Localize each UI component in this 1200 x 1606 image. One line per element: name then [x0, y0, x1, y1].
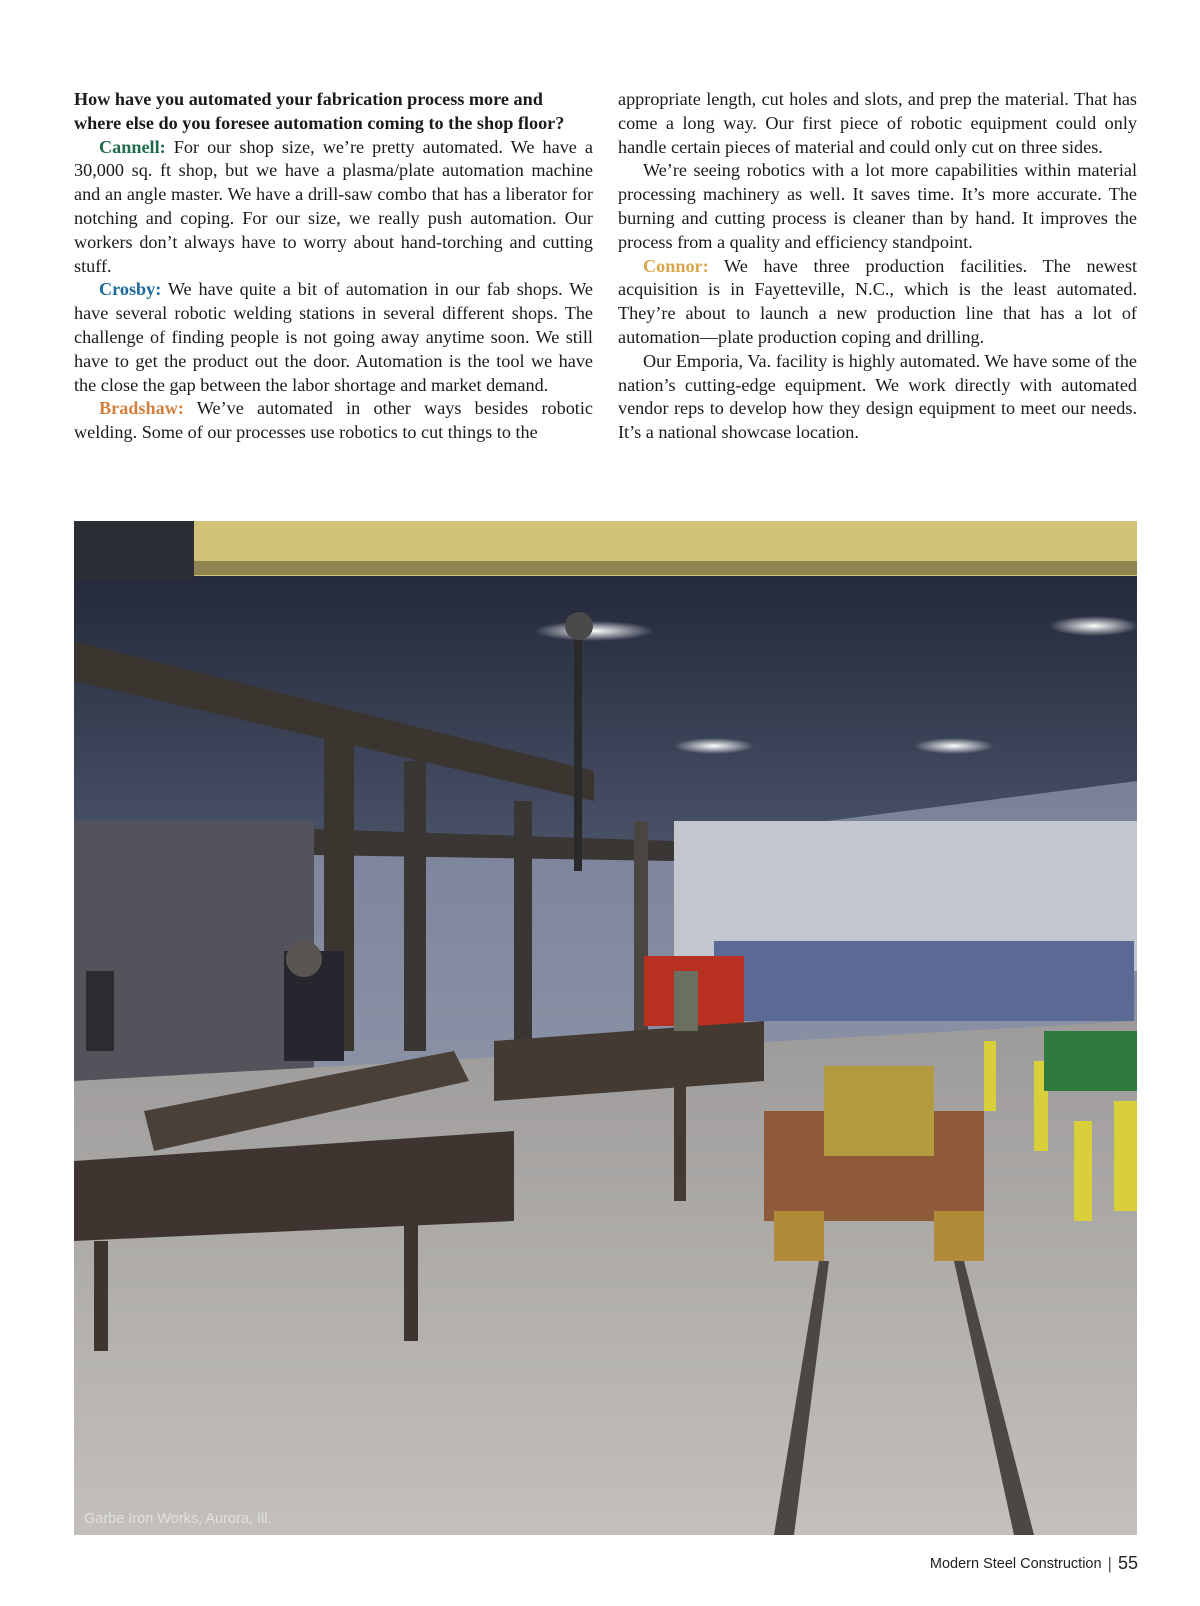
speaker-cannell: Cannell: [99, 136, 166, 157]
left-column [74, 88, 593, 498]
answer-cannell [74, 136, 593, 279]
paragraph: We’re seeing robotics with a lot more capabilities within material processing machinery as well. It saves time. It’s more accurate. The burning and cutting process is cleaner than by hand. It improves the process from a quality and efficiency standpoint. [618, 160, 1137, 252]
answer-text: We have quite a bit of automation in our fab shops. We have several robotic welding stations in several different shops. The challenge of finding people is not going away anytime soon. We still have to get the product out the door. Automation is the tool we have the close the gap between the labor shortage and market demand. [74, 279, 593, 395]
speaker-bradshaw: Bradshaw: [99, 398, 184, 419]
speaker-crosby: Crosby: [99, 279, 162, 300]
fabrication-shop-illustration [74, 521, 1137, 1535]
page-footer [930, 1553, 1138, 1574]
paragraph: Our Emporia, Va. facility is highly automated. We have some of the nation’s cutting-edge equipment. We work directly with automated vendor reps to develop how they design equipment to meet our needs. It’s a national showcase location. [618, 350, 1137, 443]
footer-separator: | [1107, 1553, 1112, 1573]
speaker-connor: Connor: [643, 255, 709, 276]
answer-text: We have three production facilities. The newest acquisition is in Fayetteville, N.C., which is the least automated. They’re about to launch a new production line that has a lot of automation—plate production coping and drilling. [618, 255, 1137, 347]
answer-bradshaw-continued: appropriate length, cut holes and slots, and prep the material. That has come a long way. Our first piece of robotic equipment could only handle certain pieces of material and could only cut on three sides. [618, 89, 1137, 157]
right-column [618, 88, 1137, 498]
answer-bradshaw [74, 397, 593, 445]
interview-question: How have you automated your fabrication process more and where else do you foresee automation coming to the shop floor? [74, 89, 565, 133]
answer-connor [618, 255, 1137, 350]
photo-caption: Garbe Iron Works, Aurora, Ill. [84, 1511, 272, 1527]
article-columns [74, 88, 1137, 498]
answer-text: We’ve automated in other ways besides robotic welding. Some of our processes use robotics to cut things to the [74, 398, 593, 443]
publication-name: Modern Steel Construction [929, 1555, 1102, 1572]
answer-text: For our shop size, we’re pretty automated. We have a 30,000 sq. ft shop, but we have a plasma/plate automation machine and an angle master. We have a drill-saw combo that has a liberator for notching and coping. For our size, we really push automation. Our workers don’t always have to worry about hand-torching and cutting stuff. [74, 136, 593, 276]
shop-floor-photo [74, 521, 1137, 1535]
page-number: 55 [1117, 1553, 1138, 1573]
answer-crosby [74, 278, 593, 397]
